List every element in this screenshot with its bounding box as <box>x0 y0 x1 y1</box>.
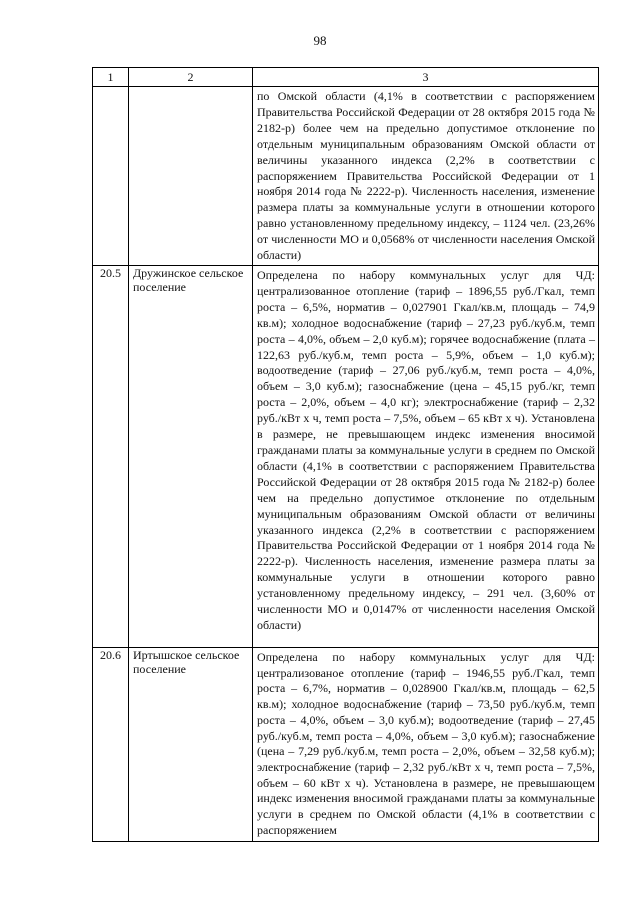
description-text: по Омской области (4,1% в соответствии с распоряжением Правительства Российской Федерации от 28 октября 2015 года № 2182-р) более чем на предельно допустимое отклонение по отдельным муниципальным образованиям Омской области от величины указанного индекса (2,2% в соответствии с распоряжением Правительства Российской Федерации от 1 ноября 2014 года № 2222-р). Численность населения, изменение размера платы за коммунальные услуги в отношении которого равно установленному предельному индексу, – 1124 чел. (23,26% от численности МО и 0,0568% от численности населения Омской области) <box>257 89 595 263</box>
row-number-cell <box>93 266 129 648</box>
description-cell <box>253 648 599 842</box>
description-cell <box>253 266 599 648</box>
row-number-cell <box>93 648 129 842</box>
row-number: 20.6 <box>100 648 121 662</box>
description-text: Определена по набору коммунальных услуг для ЧД: централизованое отопление (тариф – 1946,55 руб./Гкал, темп роста – 6,7%, норматив – 0,028900 Гкал/кв.м, площадь – 62,5 кв.м); холодное водоснабжение (тариф – 73,50 руб./куб.м, темп роста – 4,0%, объем – 3,0 куб.м); водоотведение (тариф – 27,45 руб./куб.м, темп роста – 4,0%, объем – 3,0 куб.м); газоснабжение (цена – 7,29 руб./куб.м, темп роста – 2,0%, объем – 32,58 куб.м); электроснабжение (тариф – 2,32 руб./кВт х ч, темп роста – 7,5%, объем – 60 кВт х ч). Установлена в размере, не превышающем индекс изменения вносимой гражданами платы за коммунальные услуги в среднем по Омской области (4,1% в соответствии с распоряжением <box>257 650 595 837</box>
page-number: 98 <box>313 33 327 48</box>
municipality-name: Иртышское сельское поселение <box>133 648 240 676</box>
table-row <box>93 648 599 842</box>
description-text: Определена по набору коммунальных услуг для ЧД: централизованное отопление (тариф – 1896,55 руб./Гкал, темп роста – 6,5%, норматив – 0,027901 Гкал/кв.м, площадь – 74,9 кв.м); холодное водоснабжение (тариф – 27,23 руб./куб.м, темп роста – 4,0%, объем – 2,0 куб.м); горячее водоснабжение (плата – 122,63 руб./куб.м, темп роста – 5,9%, объем – 1,0 куб.м); водоотведение (тариф – 27,06 руб./куб.м, темп роста – 4,0%, объем – 3,0 куб.м); газоснабжение (цена – 45,15 руб./кг, темп роста – 2,0%, объем – 4,0 кг); электроснабжение (тариф – 2,32 руб./кВт х ч, темп роста – 7,5%, объем – 65 кВт х ч). Установлена в размере, не превышающем индекс изменения вносимой гражданами платы за коммунальные услуги в среднем по Омской области (4,1% в соответствии с распоряжением Правительства Российской Федерации от 28 октября 2015 года № 2182-р) более чем на предельно допустимое отклонение по отдельным муниципальным образованиям Омской области от величины указанного индекса (2,2% в соответствии с распоряжением Правительства Российской Федерации от 1 ноября 2014 года № 2222-р). Численность населения, изменение размера платы за коммунальные услуги в отношении которого равно установленному предельному индексу, – 291 чел. (3,60% от численности МО и 0,0147% от численности населения Омской области) <box>257 268 595 632</box>
row-number-cell <box>93 87 129 266</box>
row-number: 20.5 <box>100 266 121 280</box>
header-col-2: 2 <box>129 68 253 87</box>
municipality-cell <box>129 87 253 266</box>
description-cell <box>253 87 599 266</box>
municipality-name: Дружинское сельское поселение <box>133 266 244 294</box>
header-col-3: 3 <box>253 68 599 87</box>
table-row <box>93 87 599 266</box>
tariff-table <box>92 67 599 842</box>
header-col-1: 1 <box>93 68 129 87</box>
table-row <box>93 266 599 648</box>
municipality-cell <box>129 266 253 648</box>
municipality-cell <box>129 648 253 842</box>
table-header-row <box>93 68 599 87</box>
